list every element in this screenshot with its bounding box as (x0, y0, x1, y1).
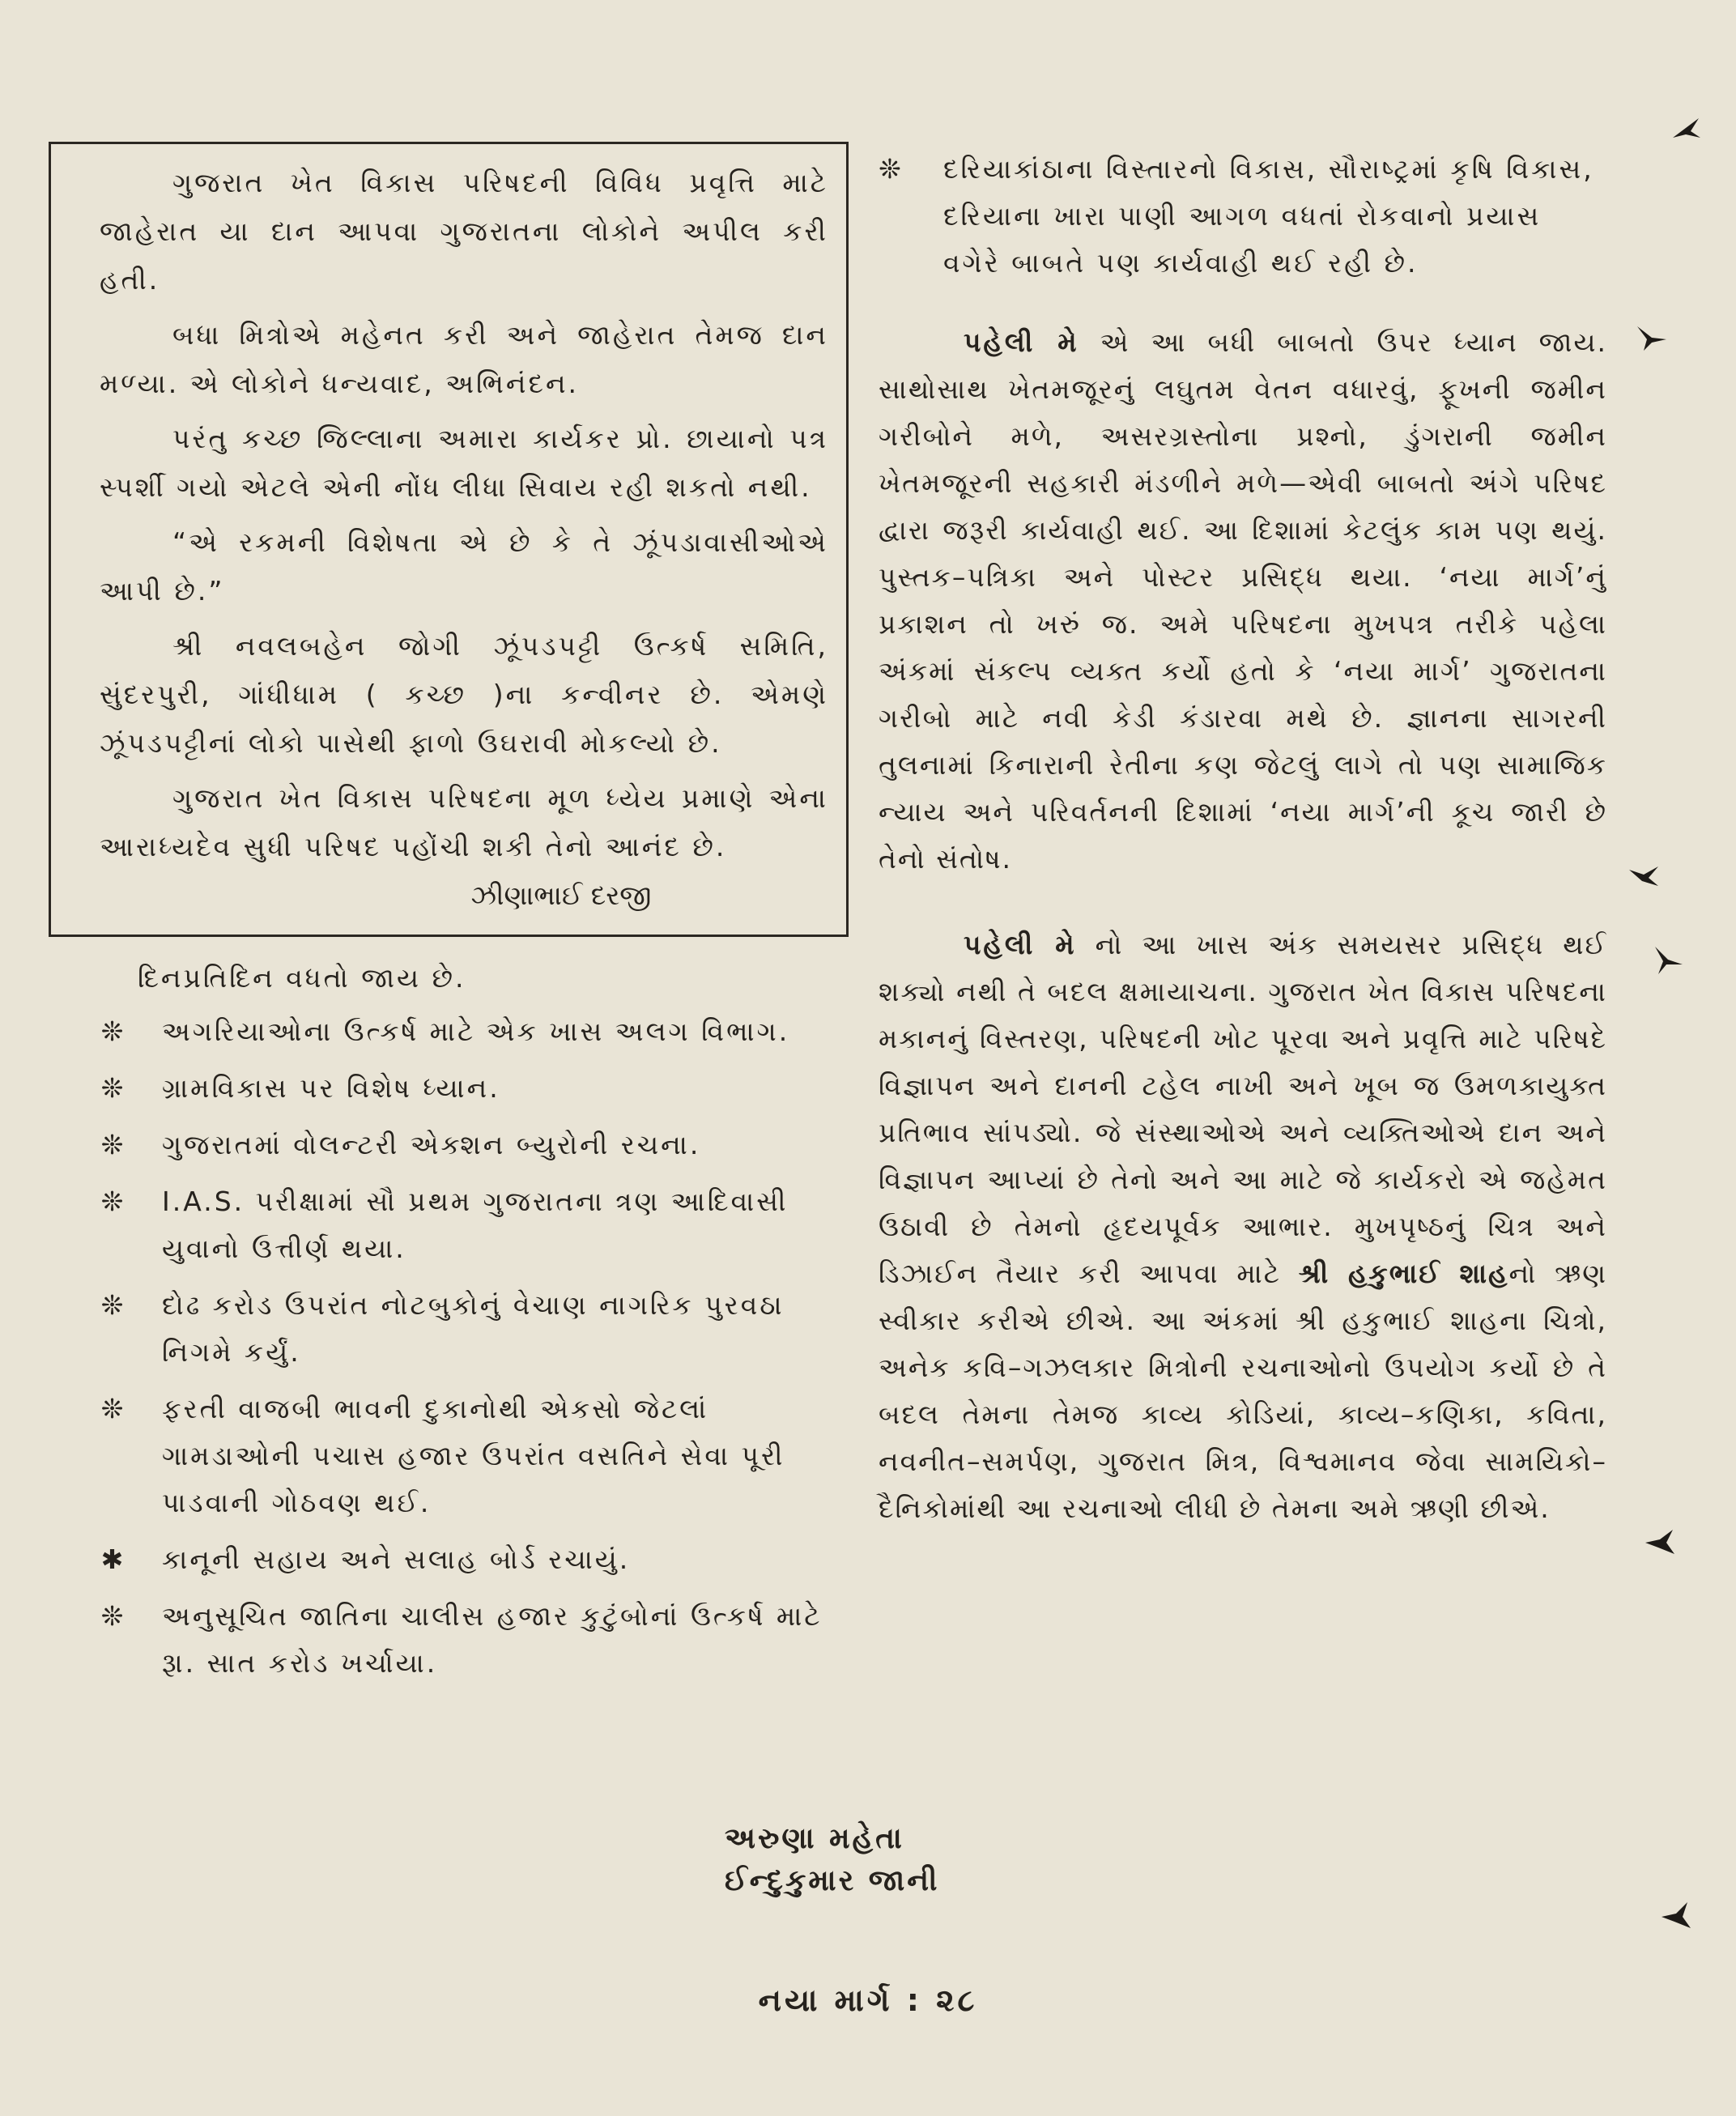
boxed-note (49, 142, 849, 937)
punch-hole-icon (1636, 320, 1668, 352)
editorial-paragraph-2: પહેલી મે નો આ ખાસ અંક સમયસર પ્રસિદ્ધ થઈ શક્યો નથી તે બદલ ક્ષમાયાચના. ગુજરાત ખેત વિકાસ પરિષદના મકાનનું વિસ્તરણ, પરિષદની ખોટ પૂરવા અને પ્રવૃત્તિ માટે પરિષદે વિજ્ઞાપન અને દાનની ટહેલ નાખી અને ખૂબ જ ઉમળકાયુક્ત પ્રતિભાવ સાંપડ્યો. જે સંસ્થાઓએ અને વ્યક્તિઓએ દાન અને વિજ્ઞાપન આપ્યાં છે તેનો અને આ માટે જે કાર્યકરો એ જહેમત ઉઠાવી છે તેમનો હૃદયપૂર્વક આભાર. મુખપૃષ્ઠનું ચિત્ર અને ડિઝાઈન તૈયાર કરી આપવા માટે શ્રી હકુભાઈ શાહનો ઋણ સ્વીકાર કરીએ છીએ. આ અંકમાં શ્રી હકુભાઈ શાહના ચિત્રો, અનેક કવિ–ગઝલકાર મિત્રોની રચનાઓનો ઉપયોગ કર્યો છે તે બદલ તેમના તેમજ કાવ્ય કોડિયાં, કાવ્ય–કણિકા, કવિતા, નવનીત–સમર્પણ, ગુજરાત મિત્ર, વિશ્વમાનવ જેવા સામયિકો–દૈનિકોમાંથી આ રચનાઓ લીધી છે તેમના અમે ઋણી છીએ. (879, 929, 1607, 1524)
editor-name: અરુણા મહેતા (725, 1822, 904, 1855)
list-item: ❊ I.A.S. પરીક્ષામાં સૌ પ્રથમ ગુજરાતના ત્રણ આદિવાસી યુવાનો ઉત્તીર્ણ થયા. (89, 1178, 850, 1272)
box-paragraph-4: “એ રકમની વિશેષતા એ છે કે તે ઝૂંપડાવાસીઓએ આપી છે.” (100, 526, 828, 607)
list-item: ❊ ફરતી વાજબી ભાવની દુકાનોથી એકસો જેટલાં ગામડાઓની પચાસ હજાર ઉપરાંત વસતિને સેવા પૂરી પાડવાની ગોઠવણ થઈ. (89, 1386, 850, 1526)
artist-name: શ્રી હકુભાઈ શાહ (1298, 1258, 1509, 1289)
punch-hole-icon (1660, 1899, 1692, 1931)
bullet-icon: ❊ (100, 1015, 126, 1047)
bullet-icon: ❊ (100, 1600, 126, 1632)
lead-phrase: પહેલી મે (964, 929, 1077, 960)
bullet-icon: ❊ (100, 1072, 126, 1104)
list-item: ❊ અનુસૂચિત જાતિના ચાલીસ હજાર કુટુંબોનાં ઉત્કર્ષ માટે રૂા. સાત કરોડ ખર્ચાયા. (89, 1593, 850, 1687)
box-paragraph-1: ગુજરાત ખેત વિકાસ પરિષદની વિવિધ પ્રવૃત્તિ માટે જાહેરાત યા દાન આપવા ગુજરાતના લોકોને અપીલ કરી હતી. (100, 167, 828, 296)
bullet-text: દરિયાકાંઠાના વિસ્તારનો વિકાસ, સૌરાષ્ટ્રમાં કૃષિ વિકાસ, દરિયાના ખારા પાણી આગળ વધતાં રોકવાનો પ્રયાસ વગેરે બાબતે પણ કાર્યવાહી થઈ રહી છે. (943, 153, 1594, 279)
punch-hole-icon (1652, 943, 1684, 976)
lead-phrase: પહેલી મે (964, 326, 1079, 358)
box-paragraph-2: બધા મિત્રોએ મહેનત કરી અને જાહેરાત તેમજ દાન મળ્યા. એ લોકોને ધન્યવાદ, અભિનંદન. (100, 319, 828, 399)
list-item: ❊ દોઢ કરોડ ઉપરાંત નોટબુકોનું વેચાણ નાગરિક પુરવઠા નિગમે કર્યું. (89, 1282, 850, 1376)
bullet-icon: ❊ (100, 1129, 126, 1160)
punch-hole-icon (1644, 1526, 1676, 1559)
list-item: ✱ કાનૂની સહાય અને સલાહ બોર્ડ રચાયું. (89, 1536, 850, 1583)
punch-hole-icon (1670, 113, 1702, 146)
page-footer: નયા માર્ગ : ૨૮ (758, 1982, 978, 2018)
bullet-icon: ❊ (100, 1289, 126, 1321)
punch-hole-icon (1628, 858, 1660, 891)
list-item: ❊ ગુજરાતમાં વોલન્ટરી એક્શન બ્યુરોની રચના. (89, 1122, 850, 1169)
bullet-icon: ✱ (100, 1543, 126, 1575)
right-column (879, 146, 1607, 1532)
bullet-icon: ❊ (100, 1393, 126, 1424)
list-item: ❊ અગરિયાઓના ઉત્કર્ષ માટે એક ખાસ અલગ વિભાગ. (89, 1008, 850, 1055)
box-paragraph-5: શ્રી નવલબહેન જોગી ઝૂંપડપટ્ટી ઉત્કર્ષ સમિતિ, સુંદરપુરી, ગાંધીધામ ( કચ્છ )ના કન્વીનર છે. એમણે ઝૂંપડપટ્ટીનાં લોકો પાસેથી ફાળો ઉઘરાવી મોકલ્યો છે. (100, 630, 828, 759)
box-paragraph-3: પરંતુ કચ્છ જિલ્લાના અમારા કાર્યકર પ્રો. છાયાનો પત્ર સ્પર્શી ગયો એટલે એની નોંધ લીધા સિવાય રહી શકતો નથી. (100, 423, 828, 503)
left-column (49, 142, 850, 1697)
continuation-line: દિનપ્રતિદિન વધતો જાય છે. (138, 962, 466, 994)
bullet-icon: ❊ (100, 1186, 126, 1217)
editorial-paragraph-1: પહેલી મે એ આ બધી બાબતો ઉપર ધ્યાન જાય. સાથોસાથ ખેતમજૂરનું લઘુતમ વેતન વધારવું, ફૂખની જમીન ગરીબોને મળે, અસરગ્રસ્તોના પ્રશ્નો, ડુંગરાની જમીન ખેતમજૂરની સહકારી મંડળીને મળે—એવી બાબતો અંગે પરિષદ દ્વારા જરૂરી કાર્યવાહી થઈ. આ દિશામાં કેટલુંક કામ પણ થયું. પુસ્તક–પત્રિકા અને પોસ્ટર પ્રસિદ્ધ થયા. ‘નયા માર્ગ’નું પ્રકાશન તો ખરું જ. અમે પરિષદના મુખપત્ર તરીકે પહેલા અંકમાં સંકલ્પ વ્યક્ત કર્યો હતો કે ‘નયા માર્ગ’ ગુજરાતના ગરીબો માટે નવી કેડી કંડારવા મથે છે. જ્ઞાનના સાગરની તુલનામાં કિનારાની રેતીના કણ જેટલું લાગે તો પણ સામાજિક ન્યાય અને પરિવર્તનની દિશામાં ‘નયા માર્ગ’ની કૂચ જારી છે તેનો સંતોષ. (879, 326, 1607, 875)
editors-signature (725, 1818, 939, 1902)
box-signature: ઝીણાભાઈ દરજી (470, 879, 652, 911)
bullet-icon: ❊ (879, 153, 904, 185)
box-paragraph-6: ગુજરાત ખેત વિકાસ પરિષદના મૂળ ધ્યેય પ્રમાણે એના આરાધ્યદેવ સુધી પરિષદ પહોંચી શકી તેનો આનંદ છે. (100, 782, 828, 862)
list-item (879, 146, 1607, 287)
achievement-list (89, 1008, 850, 1687)
editor-name: ઈન્દુકુમાર જાની (725, 1864, 940, 1897)
list-item: ❊ ગ્રામવિકાસ પર વિશેષ ધ્યાન. (89, 1065, 850, 1112)
